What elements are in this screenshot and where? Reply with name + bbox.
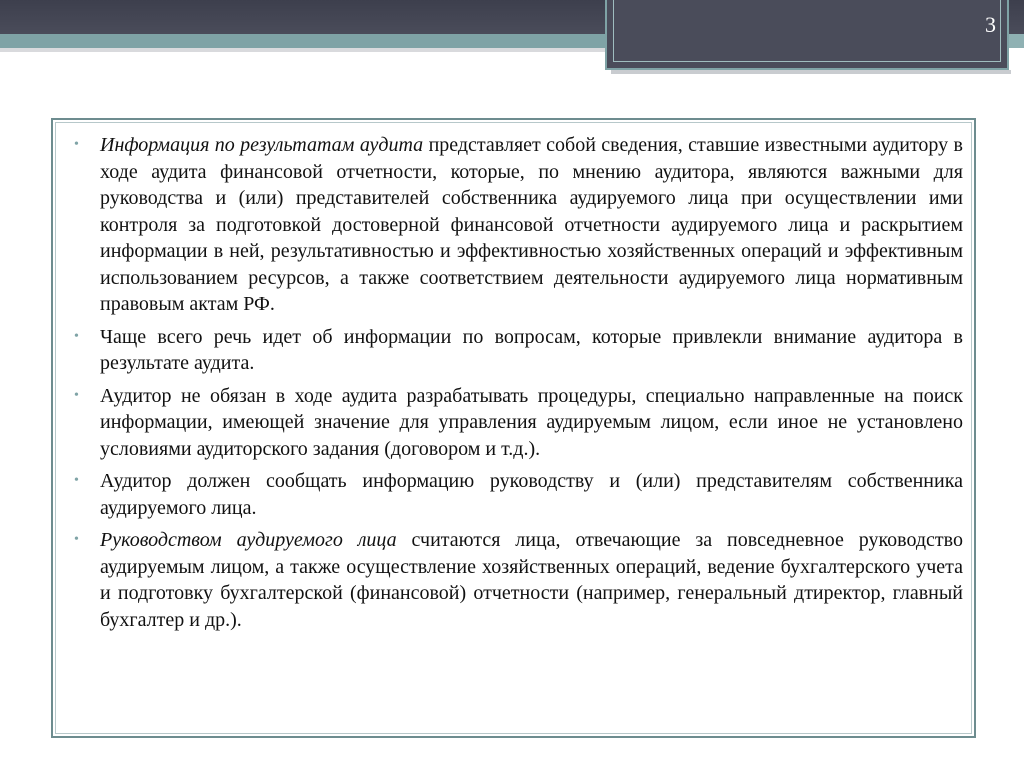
bullet-item-3 xyxy=(70,383,963,463)
header-tab-inner-frame xyxy=(613,0,1001,62)
bullet-text: представляет собой сведения, ставшие известными аудитору в ходе аудита финансовой отчетности, которые, по мнению аудитора, являются важными для руководства и (или) представителей собственника аудируемого лица при осуществлении ими контроля за подготовкой достоверной финансовой отчетности аудируемого лица и раскрытием информации в ней, результативностью и эффективностью хозяйственных операций и эффективным использованием ресурсов, а также соответствием деятельности аудируемого лица нормативным правовым актам РФ. xyxy=(100,134,963,315)
bullet-lead-italic: Информация по результатам аудита xyxy=(100,134,424,156)
bullet-item-4 xyxy=(70,468,963,521)
bullet-dot-icon: • xyxy=(74,532,79,547)
page-number: 3 xyxy=(985,12,996,37)
header-tab-box xyxy=(605,0,1009,70)
bullet-text: Аудитор должен сообщать информацию руководству и (или) представителям собственника аудируемого лица. xyxy=(100,470,963,519)
bullet-list xyxy=(70,132,963,639)
header-tab-shadow xyxy=(611,70,1011,74)
bullet-text: считаются лица, отвечающие за повседневное руководство аудируемым лицом, а также осуществление хозяйственных операций, ведение бухгалтерского учета и подготовку бухгалтерской (финансовой) отчетности (например, генеральный дтиректор, главный бухгалтер и др.). xyxy=(100,529,963,631)
bullet-lead-italic: Руководством аудируемого лица xyxy=(100,529,397,551)
header-band-gray xyxy=(0,48,605,52)
bullet-text: Чаще всего речь идет об информации по вопросам, которые привлекли внимание аудитора в результате аудита. xyxy=(100,325,963,374)
bullet-dot-icon: • xyxy=(74,137,79,152)
bullet-dot-icon: • xyxy=(74,387,79,403)
bullet-item-1 xyxy=(70,132,963,318)
bullet-dot-icon: • xyxy=(74,328,79,344)
bullet-text: Аудитор не обязан в ходе аудита разрабатывать процедуры, специально направленные на поиск информации, имеющей значение для управления аудируемым лицом, если иное не установлено условиями аудиторского задания (договором и т.д.). xyxy=(100,384,963,460)
bullet-dot-icon: • xyxy=(74,473,79,488)
bullet-item-2 xyxy=(70,324,963,377)
bullet-item-5 xyxy=(70,527,963,633)
header-band-teal xyxy=(0,34,605,49)
